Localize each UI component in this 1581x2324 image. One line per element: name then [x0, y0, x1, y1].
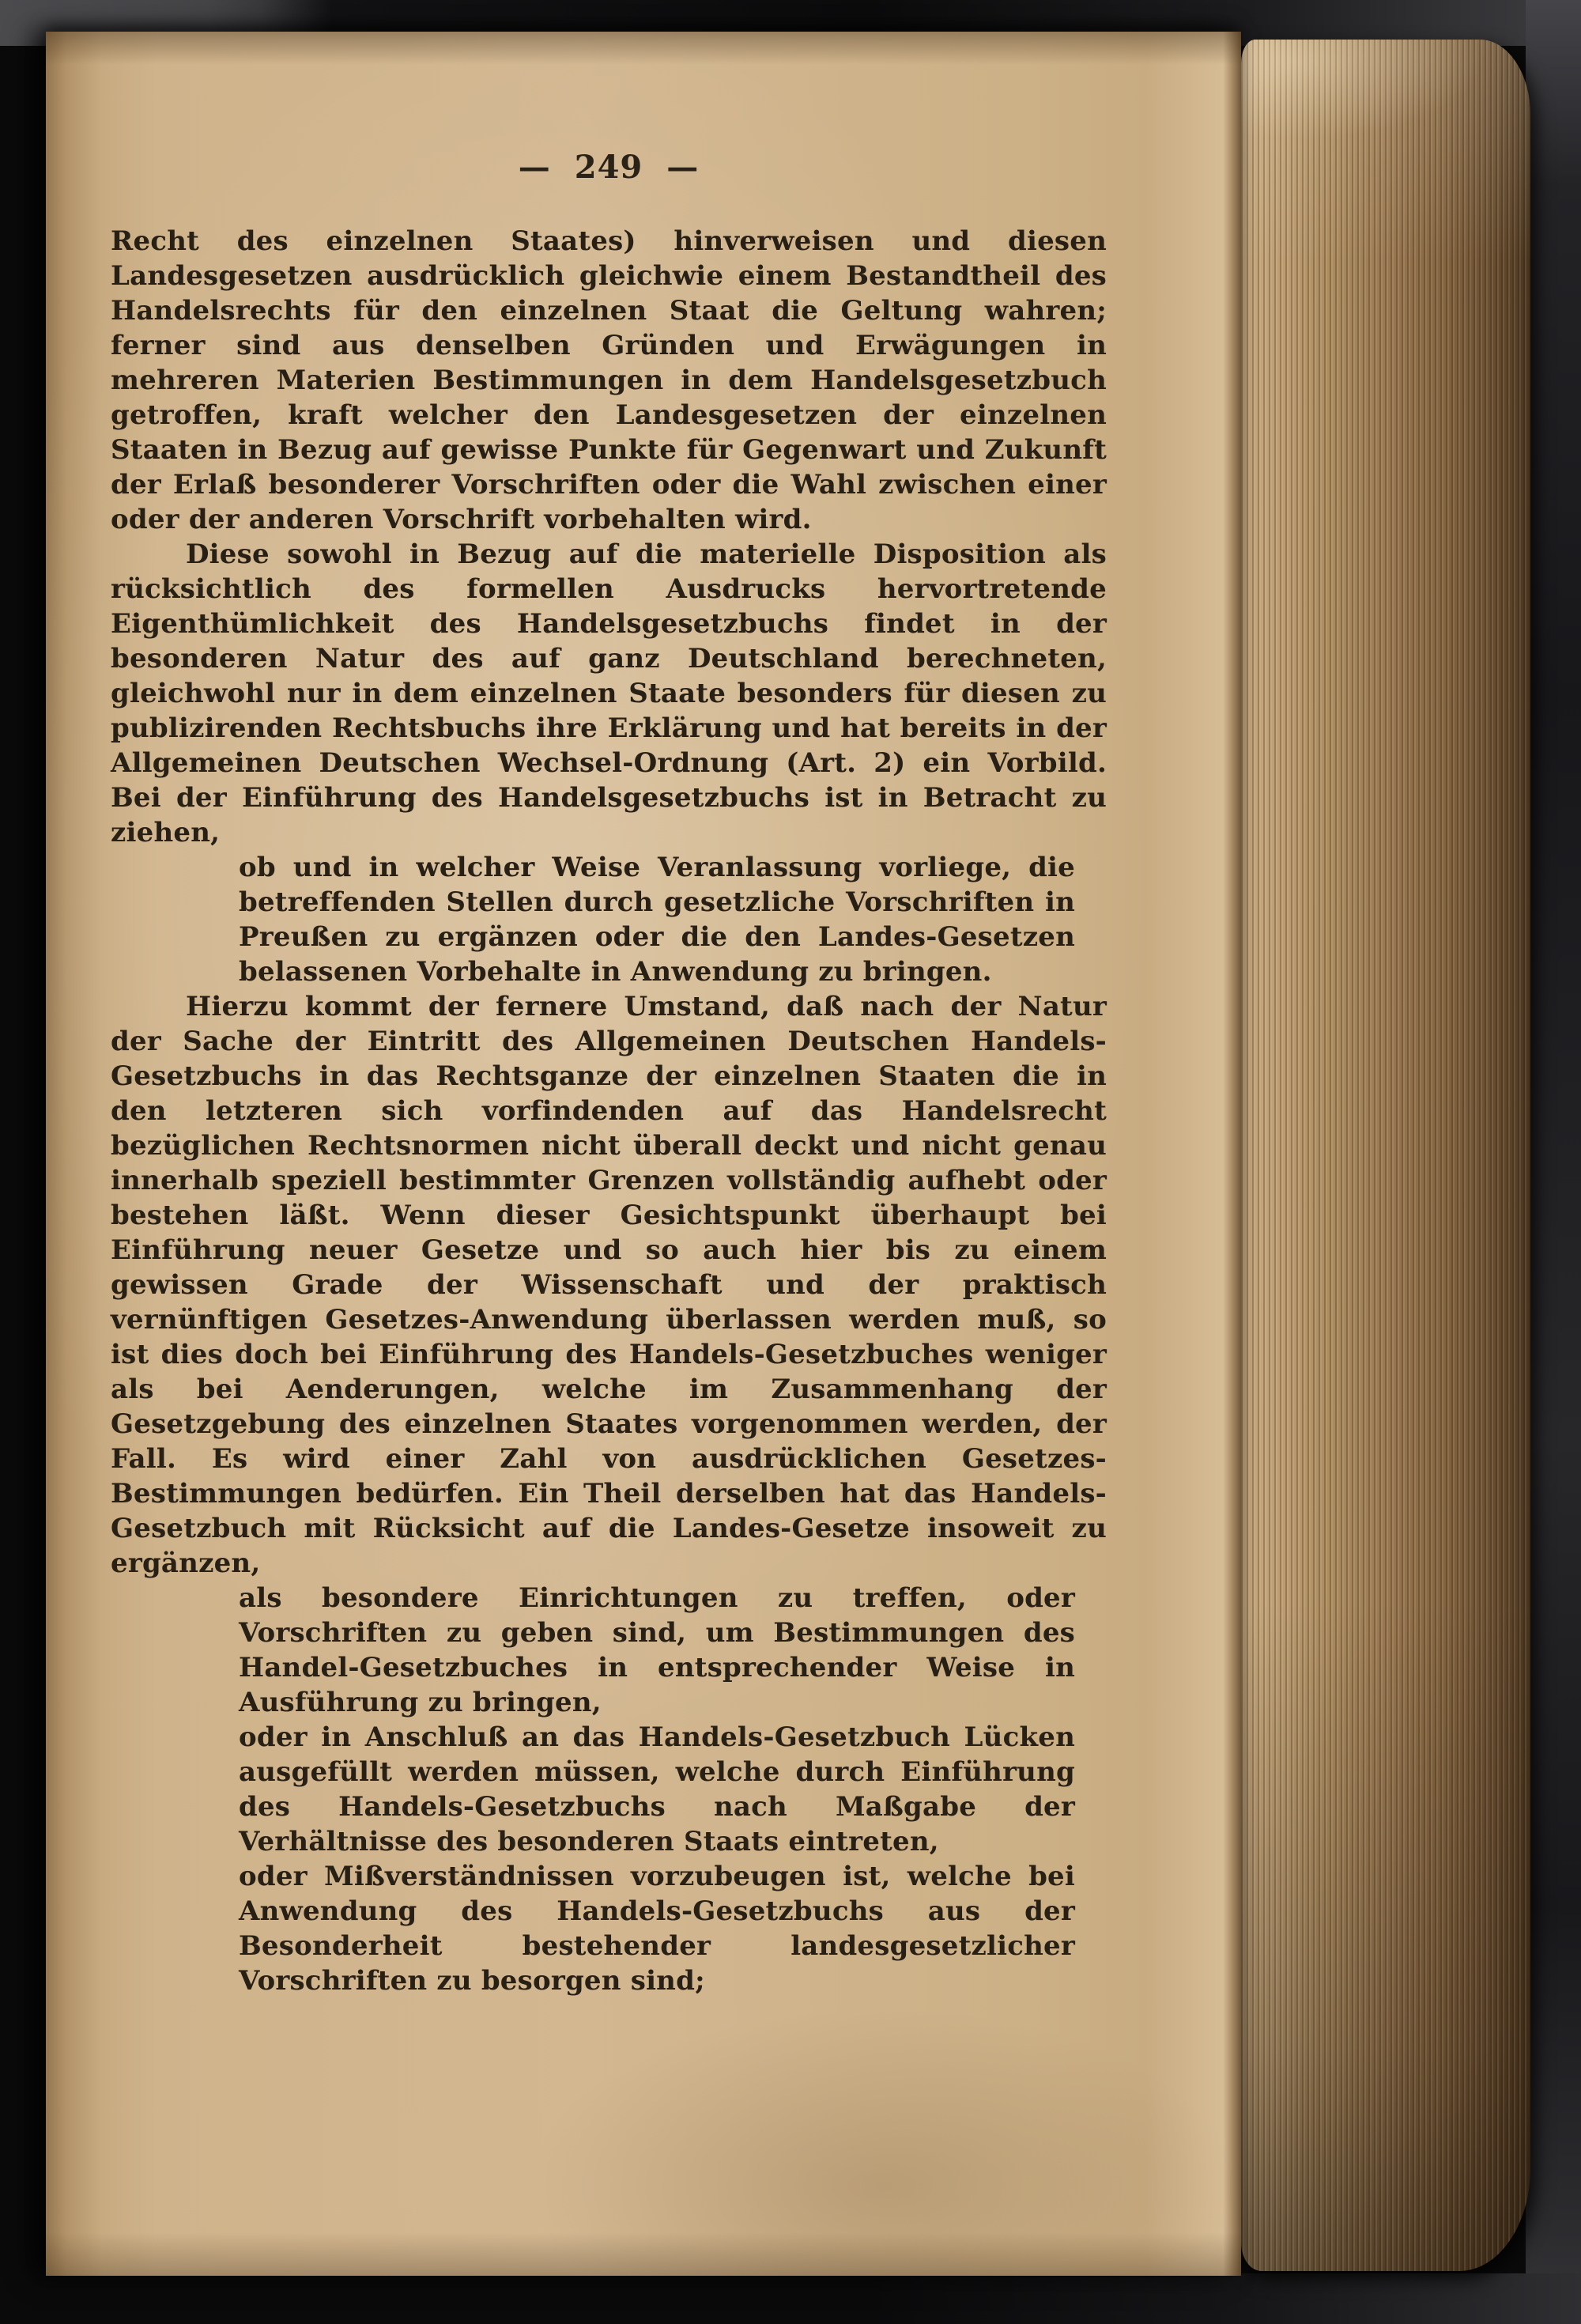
text-block	[111, 149, 1107, 1998]
paragraph: Diese sowohl in Bezug auf die materielle Disposition als rücksichtlich des formellen Ausdrucks hervortretende Eigenthümlichkeit des Handelsgesetzbuchs findet in der besonderen Natur des auf ganz Deutschland berechneten, gleichwohl nur in dem einzelnen Staate besonders für diesen zu publizirenden Rechtsbuchs ihre Erklärung und hat bereits in der Allgemeinen Deutschen Wechsel-Ordnung (Art. 2) ein Vorbild. Bei der Einführung des Handelsgesetzbuchs ist in Betracht zu ziehen,	[111, 538, 1107, 848]
header-dash-left: —	[518, 149, 551, 186]
book-cover-bottom	[0, 2273, 1581, 2324]
page-header	[111, 149, 1107, 186]
paragraph: oder in Anschluß an das Handels-Gesetzbuch Lücken ausgefüllt werden müssen, welche durch Einführung des Handels-Gesetzbuchs nach Maßgabe der Verhältnisse des besonderen Staats eintreten,	[239, 1721, 1075, 1857]
paragraph: oder Mißverständnissen vorzubeugen ist, welche bei Anwendung des Handels-Gesetzbuchs aus der Besonderheit bestehender landesgesetzlicher Vorschriften zu besorgen sind;	[239, 1861, 1075, 1997]
page-number: 249	[574, 149, 643, 186]
book-cover-right	[1526, 0, 1581, 2324]
page-edges	[1241, 40, 1530, 2271]
header-dash-right: —	[666, 149, 700, 186]
paragraph: als besondere Einrichtungen zu treffen, oder Vorschriften zu geben sind, um Bestimmungen des Handel-Gesetzbuches in entsprechender Weise in Ausführung zu bringen,	[239, 1582, 1075, 1718]
paragraph: Recht des einzelnen Staates) hinverweisen und diesen Landesgesetzen ausdrücklich gleichwie einem Bestandtheil des Handelsrechts für den einzelnen Staat die Geltung wahren; ferner sind aus denselben Gründen und Erwägungen in mehreren Materien Bestimmungen in dem Handelsgesetzbuch getroffen, kraft welcher den Landesgesetzen der einzelnen Staaten in Bezug auf gewisse Punkte für Gegenwart und Zukunft der Erlaß besonderer Vorschriften oder die Wahl zwischen einer oder der anderen Vorschrift vorbehalten wird.	[111, 225, 1107, 535]
book-page	[46, 32, 1241, 2276]
paragraph: Hierzu kommt der fernere Umstand, daß nach der Natur der Sache der Eintritt des Allgemeinen Deutschen Handels-Gesetzbuchs in das Rechtsganze der einzelnen Staaten die in den letzteren sich vorfindenden auf das Handelsrecht bezüglichen Rechtsnormen nicht überall deckt und nicht genau innerhalb speziell bestimmter Grenzen vollständig aufhebt oder bestehen läßt. Wenn dieser Gesichtspunkt überhaupt bei Einführung neuer Gesetze und so auch hier bis zu einem gewissen Grade der Wissenschaft und der praktisch vernünftigen Gesetzes-Anwendung überlassen werden muß, so ist dies doch bei Einführung des Handels-Gesetzbuches weniger als bei Aenderungen, welche im Zusammenhang der Gesetzgebung des einzelnen Staates vorgenommen werden, der Fall. Es wird einer Zahl von ausdrücklichen Gesetzes-Bestimmungen bedürfen. Ein Theil derselben hat das Handels-Gesetzbuch mit Rücksicht auf die Landes-Gesetze insoweit zu ergänzen,	[111, 991, 1107, 1579]
paragraph: ob und in welcher Weise Veranlassung vorliege, die betreffenden Stellen durch gesetzliche Vorschriften in Preußen zu ergänzen oder die den Landes-Gesetzen belassenen Vorbehalte in Anwendung zu bringen.	[239, 852, 1075, 988]
